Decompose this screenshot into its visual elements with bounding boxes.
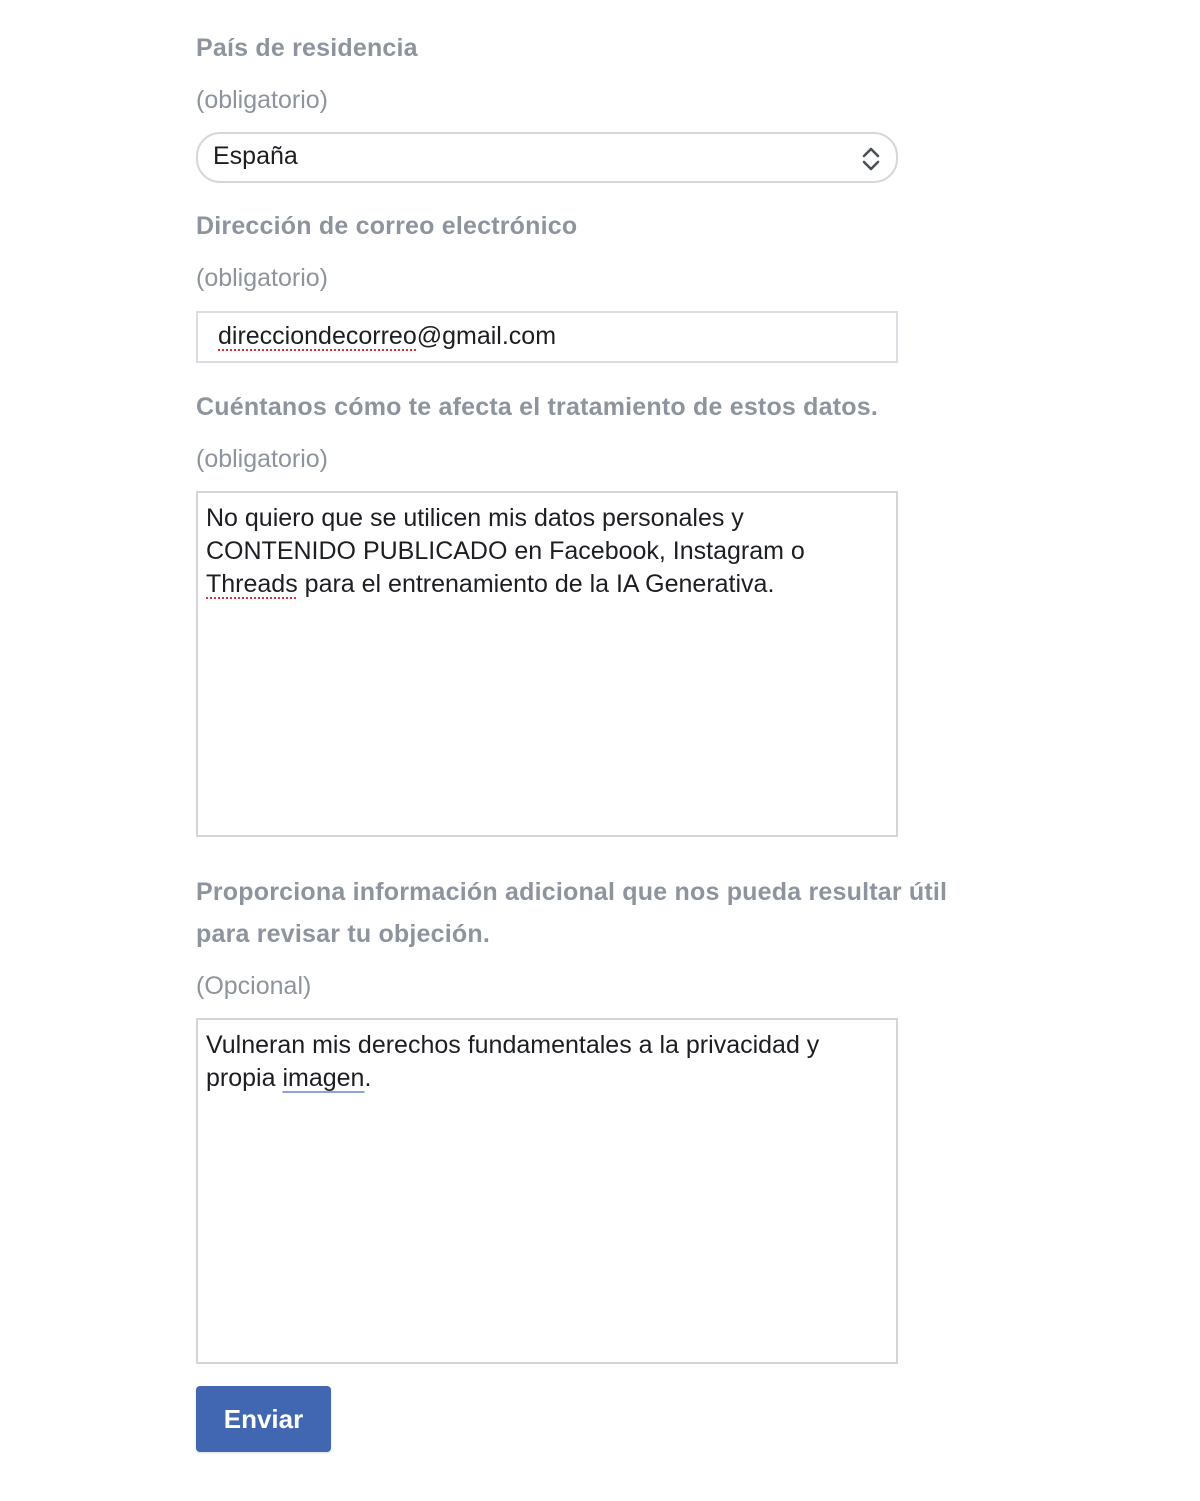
additional-flagged-word: imagen xyxy=(282,1064,365,1092)
additional-line-2 xyxy=(206,1062,886,1095)
email-field[interactable] xyxy=(196,311,898,363)
additional-text xyxy=(206,1029,886,1095)
email-value xyxy=(218,322,556,351)
impact-line-2: CONTENIDO PUBLICADO en Facebook, Instagram o xyxy=(206,537,805,565)
country-selected-value: España xyxy=(213,142,298,170)
additional-label-line-1: Proporciona información adicional que nos pueda resultar útil xyxy=(196,878,948,906)
email-domain: @gmail.com xyxy=(416,322,557,350)
country-requirement: (obligatorio) xyxy=(196,86,329,114)
impact-line-3 xyxy=(206,568,886,601)
email-misspelled-part: direcciondecorreo xyxy=(218,322,417,350)
additional-requirement: (Opcional) xyxy=(196,972,312,1000)
impact-text xyxy=(206,502,886,601)
additional-line-2-end: . xyxy=(364,1064,372,1092)
impact-line-1: No quiero que se utilicen mis datos personales y xyxy=(206,504,744,532)
impact-textarea[interactable] xyxy=(196,491,898,837)
submit-button[interactable]: Enviar xyxy=(196,1386,331,1452)
additional-label-line-2: para revisar tu objeción. xyxy=(196,920,490,948)
impact-label: Cuéntanos cómo te afecta el tratamiento de estos datos. xyxy=(196,393,878,421)
country-label: País de residencia xyxy=(196,34,418,62)
impact-line-3-rest: para el entrenamiento de la IA Generativa. xyxy=(297,570,775,598)
impact-requirement: (obligatorio) xyxy=(196,445,329,473)
email-requirement: (obligatorio) xyxy=(196,264,329,292)
additional-line-2-start: propia xyxy=(206,1064,283,1092)
impact-misspelled-word: Threads xyxy=(206,570,298,598)
additional-line-1: Vulneran mis derechos fundamentales a la privacidad y xyxy=(206,1031,820,1059)
chevron-up-down-icon xyxy=(860,146,882,172)
additional-textarea[interactable] xyxy=(196,1018,898,1364)
country-select[interactable] xyxy=(196,132,898,183)
email-label: Dirección de correo electrónico xyxy=(196,212,578,240)
